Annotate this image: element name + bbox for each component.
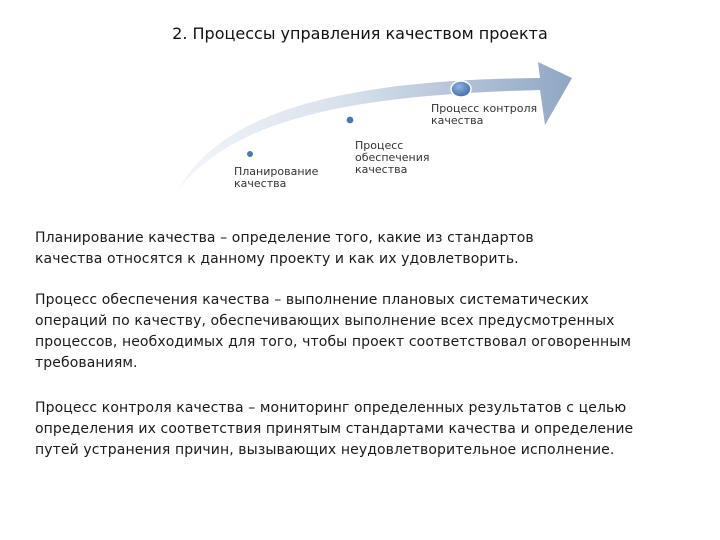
process-arrow-diagram: [0, 0, 720, 210]
slide-title: 2. Процессы управления качеством проекта: [172, 24, 548, 43]
step-dot-assurance: [346, 116, 354, 124]
step-label-assurance: Процесс обеспечения качества: [355, 139, 430, 176]
step-label-planning: Планирование качества: [234, 165, 319, 190]
paragraph-planning: Планирование качества – определение того, какие из стандартов качества относятся к данному проекту и как их удовлетворить.: [35, 230, 534, 267]
step-dot-control: [451, 81, 471, 97]
paragraph-assurance: Процесс обеспечения качества – выполнение плановых систематических операций по качеству, обеспечивающих выполнение всех предусмотренных процессов, необходимых для того, чтобы проект соответствовал оговоренным требованиям.: [35, 292, 632, 371]
paragraph-control: Процесс контроля качества – мониторинг определенных результатов с целью определения их соответствия принятым стандартами качества и определение путей устранения причин, вызывающих неудовлетворительное исполнение.: [35, 400, 634, 458]
step-label-control: Процесс контроля качества: [431, 102, 538, 127]
step-dot-planning: [247, 151, 254, 158]
